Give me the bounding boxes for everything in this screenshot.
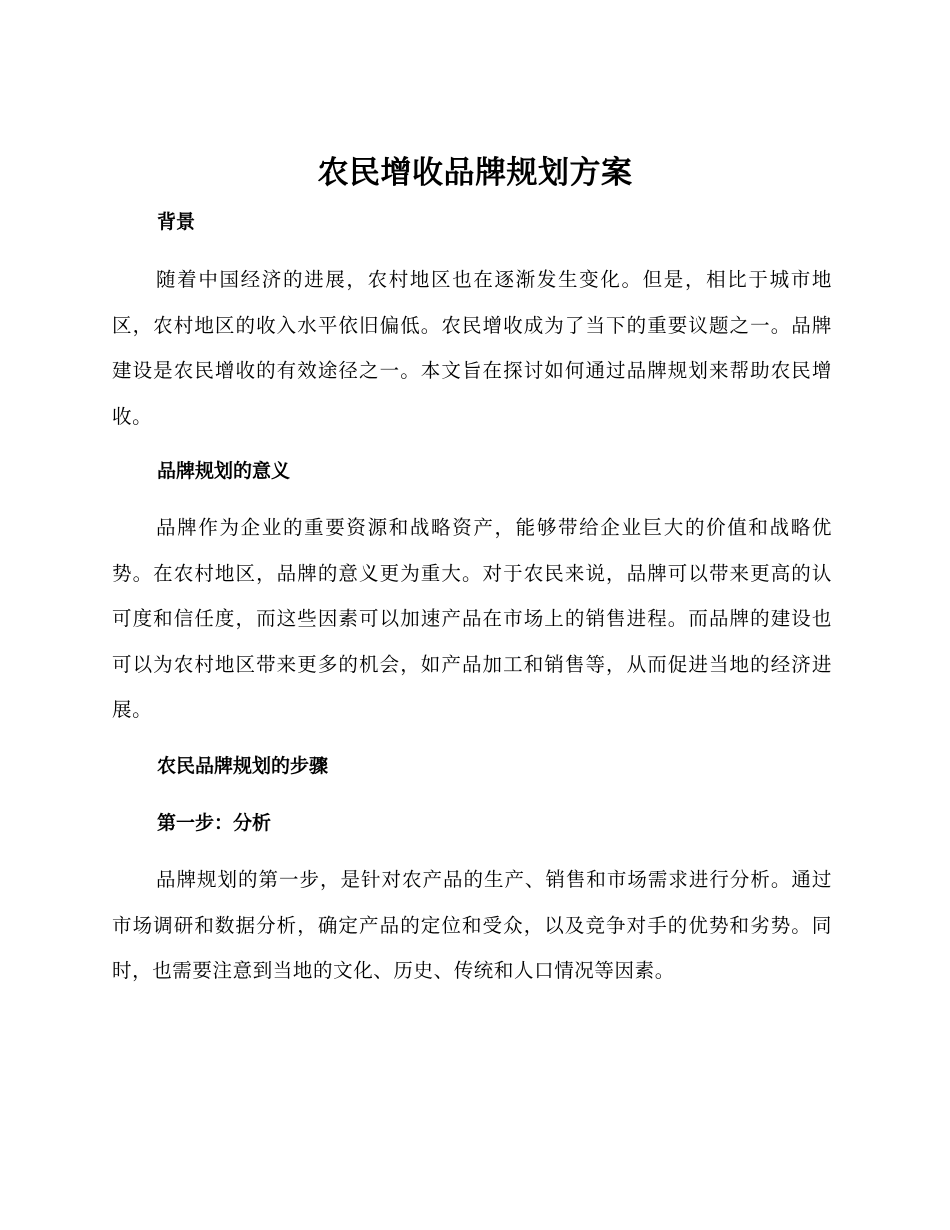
section-paragraph-background: 随着中国经济的进展，农村地区也在逐渐发生变化。但是，相比于城市地区，农村地区的收入水平依旧偏低。农民增收成为了当下的重要议题之一。品牌建设是农民增收的有效途径之一。本文旨在探讨如何通过品牌规划来帮助农民增收。 (112, 268, 832, 428)
section-heading-background: 背景 (157, 211, 196, 233)
section-heading-brand-significance: 品牌规划的意义 (157, 460, 291, 482)
section-heading-planning-steps: 农民品牌规划的步骤 (157, 755, 329, 777)
section-heading-step-one: 第一步：分析 (157, 812, 272, 834)
section-paragraph-brand-significance: 品牌作为企业的重要资源和战略资产，能够带给企业巨大的价值和战略优势。在农村地区，品牌的意义更为重大。对于农民来说，品牌可以带来更高的认可度和信任度，而这些因素可以加速产品在市场上的销售进程。而品牌的建设也可以为农村地区带来更多的机会，如产品加工和销售等，从而促进当地的经济进展。 (112, 516, 832, 721)
section-paragraph-step-one: 品牌规划的第一步，是针对农产品的生产、销售和市场需求进行分析。通过市场调研和数据分析，确定产品的定位和受众，以及竞争对手的优势和劣势。同时，也需要注意到当地的文化、历史、传统和人口情况等因素。 (112, 868, 832, 982)
document-title: 农民增收品牌规划方案 (317, 155, 633, 191)
